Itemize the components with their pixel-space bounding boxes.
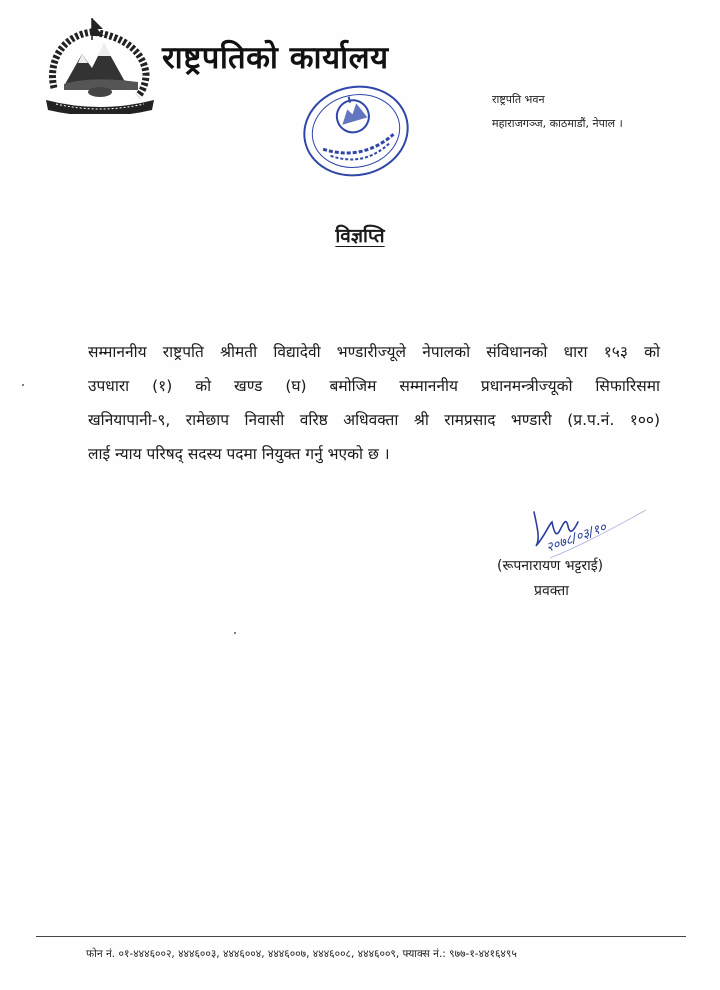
notice-heading: विज्ञप्ति <box>335 225 385 247</box>
notice-body-line: लाई न्याय परिषद् सदस्य पदमा नियुक्त गर्नु भएको छ । <box>88 445 390 463</box>
footer-divider <box>36 936 686 937</box>
address-line-1: राष्ट्रपति भवन <box>492 93 545 106</box>
notice-body-line: उपधारा (१) को खण्ड (घ) बमोजिम सम्माननीय प्रधानमन्त्रीज्यूको सिफारिसमा <box>88 377 660 395</box>
nepal-coat-of-arms-icon <box>42 14 158 114</box>
scan-speck <box>234 632 236 634</box>
office-seal-icon <box>298 80 414 182</box>
handwritten-signature <box>520 500 660 564</box>
notice-body-line: सम्माननीय राष्ट्रपति श्रीमती विद्यादेवी भण्डारीज्यूले नेपालको संविधानको धारा १५३ को <box>88 343 660 361</box>
office-title: राष्ट्रपतिको कार्यालय <box>162 40 389 76</box>
signer-designation: प्रवक्ता <box>534 583 569 599</box>
scan-speck <box>22 384 24 386</box>
handwritten-date: २०७८/०३/१० <box>544 520 609 556</box>
footer-contact: फोन नं. ०१-४४४६००२, ४४४६००३, ४४४६००४, ४४४६००७, ४४४६००८, ४४४६००९, फ्याक्स नं.: ९७७-१-४४१६४९५ <box>86 948 517 960</box>
notice-body-line: खनियापानी-९, रामेछाप निवासी वरिष्ठ अधिवक्ता श्री रामप्रसाद भण्डारी (प्र.प.नं. १००) <box>88 411 660 429</box>
address-line-2: महाराजगञ्ज, काठमाडौं, नेपाल । <box>492 117 623 130</box>
signer-name: (रूपनारायण भट्टराई) <box>497 558 604 574</box>
